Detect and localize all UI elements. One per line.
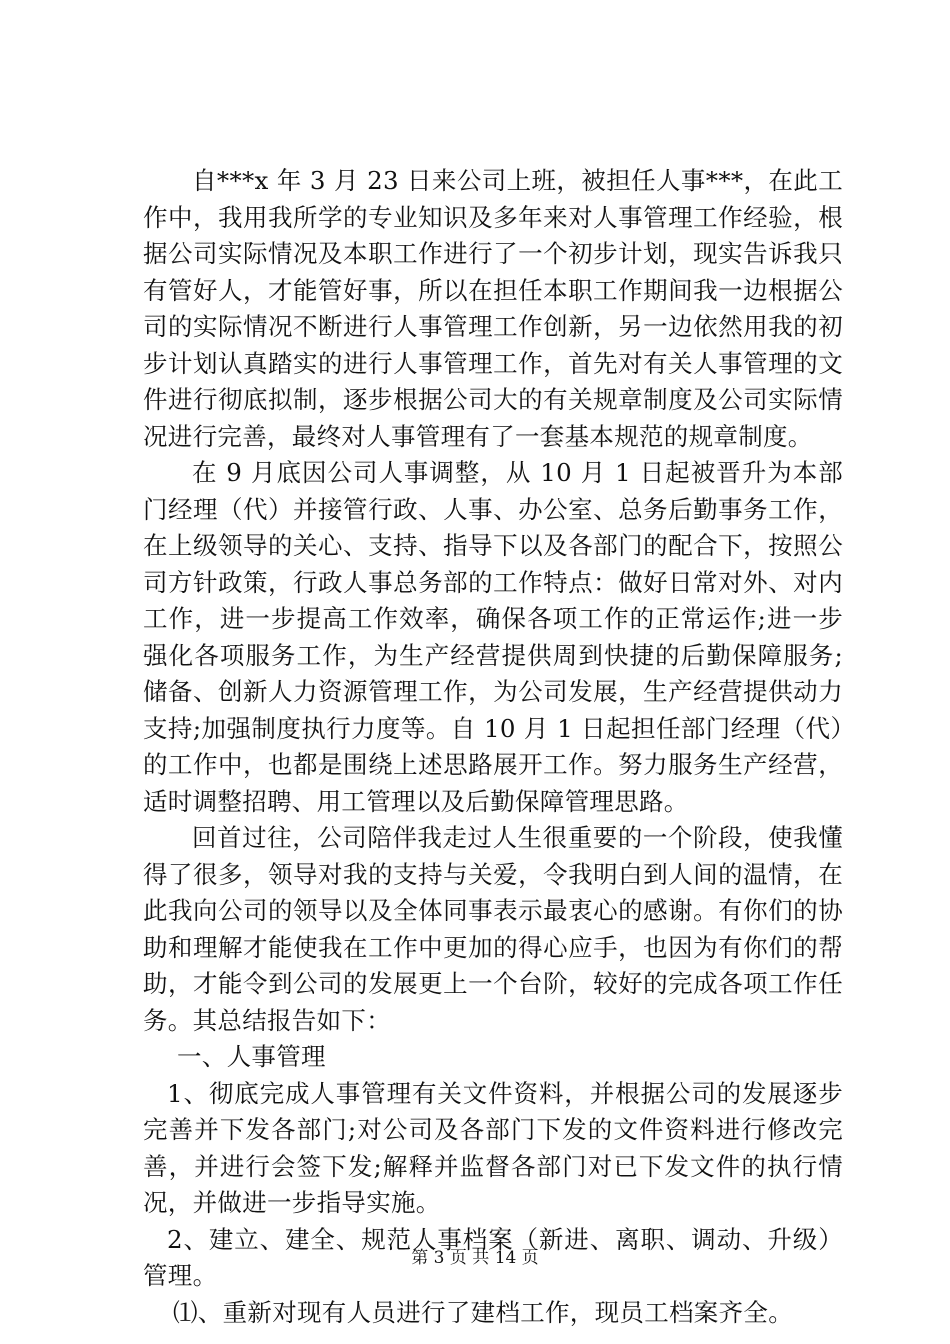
- paragraph-intro: 自***x 年 3 月 23 日来公司上班，被担任人事***，在此工作中，我用我所学的专业知识及多年来对人事管理工作经验，根据公司实际情况及本职工作进行了一个初步计划，现实告诉我只有管好人，才能管好事，所以在担任本职工作期间我一边根据公司的实际情况不断进行人事管理工作创新，另一边依然用我的初步计划认真踏实的进行人事管理工作，首先对有关人事管理的文件进行彻底拟制，逐步根据公司大的有关规章制度及公司实际情况进行完善，最终对人事管理有了一套基本规范的规章制度。: [143, 166, 843, 451]
- document-body: [143, 163, 843, 1331]
- paragraph-subitem-1: ⑴、重新对现有人员进行了建档工作，现员工档案齐全。: [173, 1297, 793, 1327]
- paragraph-item-2: 2、建立、建全、规范人事档案（新进、离职、调动、升级）管理。: [143, 1224, 843, 1290]
- page-number-footer: 第 3 页 共 14 页: [411, 1248, 539, 1268]
- paragraph-item-1: 1、彻底完成人事管理有关文件资料，并根据公司的发展逐步完善并下发各部门;对公司及各部门下发的文件资料进行修改完善，并进行会签下发;解释并监督各部门对已下发文件的执行情况，并做进一步指导实施。: [143, 1078, 843, 1217]
- section-heading-hr-management: 一、人事管理: [177, 1042, 326, 1071]
- paragraph-reflection: 回首过往，公司陪伴我走过人生很重要的一个阶段，使我懂得了很多，领导对我的支持与关爱，令我明白到人间的温情，在此我向公司的领导以及全体同事表示最衷心的感谢。有你们的协助和理解才能使我在工作中更加的得心应手，也因为有你们的帮助，才能令到公司的发展更上一个台阶，较好的完成各项工作任务。其总结报告如下：: [143, 823, 843, 1035]
- paragraph-promotion: 在 9 月底因公司人事调整，从 10 月 1 日起被晋升为本部门经理（代）并接管行政、人事、办公室、总务后勤事务工作，在上级领导的关心、支持、指导下以及各部门的配合下，按照公司方针政策，行政人事总务部的工作特点：做好日常对外、对内工作，进一步提高工作效率，确保各项工作的正常运作;进一步强化各项服务工作，为生产经营提供周到快捷的后勤保障服务;储备、创新人力资源管理工作，为公司发展，生产经营提供动力支持;加强制度执行力度等。自 10 月 1 日起担任部门经理（代）的工作中，也都是围绕上述思路展开工作。努力服务生产经营，适时调整招聘、用工管理以及后勤保障管理思路。: [143, 458, 843, 816]
